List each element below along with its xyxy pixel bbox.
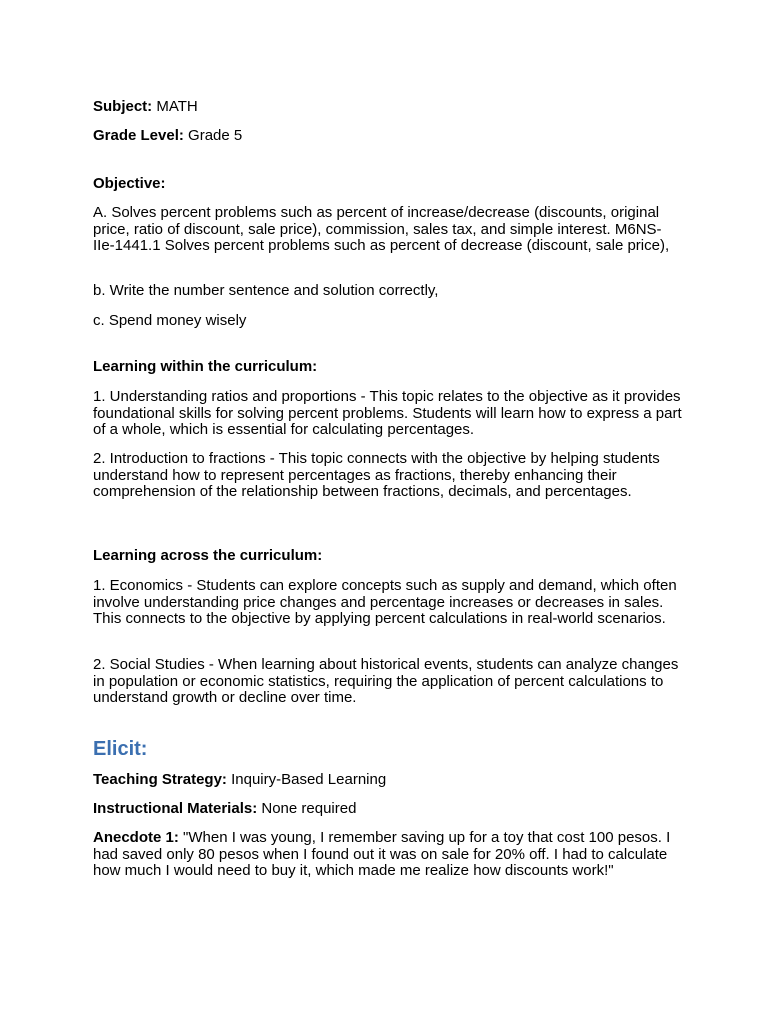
anecdote-1 bbox=[93, 830, 683, 880]
across-heading: Learning across the curriculum: bbox=[93, 547, 323, 564]
instructional-materials-value: None required bbox=[261, 800, 357, 817]
subject-label: Subject: bbox=[93, 98, 153, 115]
objective-a: A. Solves percent problems such as percent of increase/decrease (discounts, original price, ratio of discount, sale price), commission, sales tax, and simple interest. M6NS-IIe-1441.1 Solves percent problems such as percent of decrease (discount, sale price), bbox=[93, 204, 670, 254]
grade-level-value: Grade 5 bbox=[188, 127, 243, 144]
instructional-materials-label: Instructional Materials: bbox=[93, 800, 258, 817]
anecdote-1-label: Anecdote 1: bbox=[93, 829, 179, 846]
teaching-strategy-value: Inquiry-Based Learning bbox=[231, 771, 387, 788]
objective-heading: Objective: bbox=[93, 175, 166, 192]
across-item-1: 1. Economics - Students can explore concepts such as supply and demand, which often involve understanding price changes and percentage increases or decreases in sales. This connects to the objective by applying percent calculations in real-world scenarios. bbox=[93, 577, 677, 627]
subject-value: MATH bbox=[156, 98, 198, 115]
within-item-1: 1. Understanding ratios and proportions - This topic relates to the objective as it provides foundational skills for solving percent problems. Students will learn how to express a part of a whole, which is essential for calculating percentages. bbox=[93, 388, 682, 438]
teaching-strategy-label: Teaching Strategy: bbox=[93, 771, 227, 788]
anecdote-1-text: "When I was young, I remember saving up for a toy that cost 100 pesos. I had saved only 80 pesos when I found out it was on sale for 20% off. I had to calculate how much I would need to buy it, which made me realize how discounts work!" bbox=[93, 829, 671, 879]
grade-level-label: Grade Level: bbox=[93, 127, 184, 144]
objective-b: b. Write the number sentence and solution correctly, bbox=[93, 282, 439, 299]
instructional-materials-line bbox=[93, 801, 683, 818]
within-heading: Learning within the curriculum: bbox=[93, 358, 318, 375]
teaching-strategy-line bbox=[93, 772, 683, 789]
subject-line bbox=[93, 99, 683, 116]
across-item-2: 2. Social Studies - When learning about historical events, students can analyze changes in population or economic statistics, requiring the application of percent calculations to understand growth or decline over time. bbox=[93, 656, 679, 706]
objective-c: c. Spend money wisely bbox=[93, 312, 247, 329]
within-item-2: 2. Introduction to fractions - This topic connects with the objective by helping students understand how to represent percentages as fractions, thereby enhancing their comprehension of the relationship between fractions, decimals, and percentages. bbox=[93, 450, 660, 500]
elicit-heading: Elicit: bbox=[93, 738, 148, 760]
grade-level-line bbox=[93, 128, 683, 145]
